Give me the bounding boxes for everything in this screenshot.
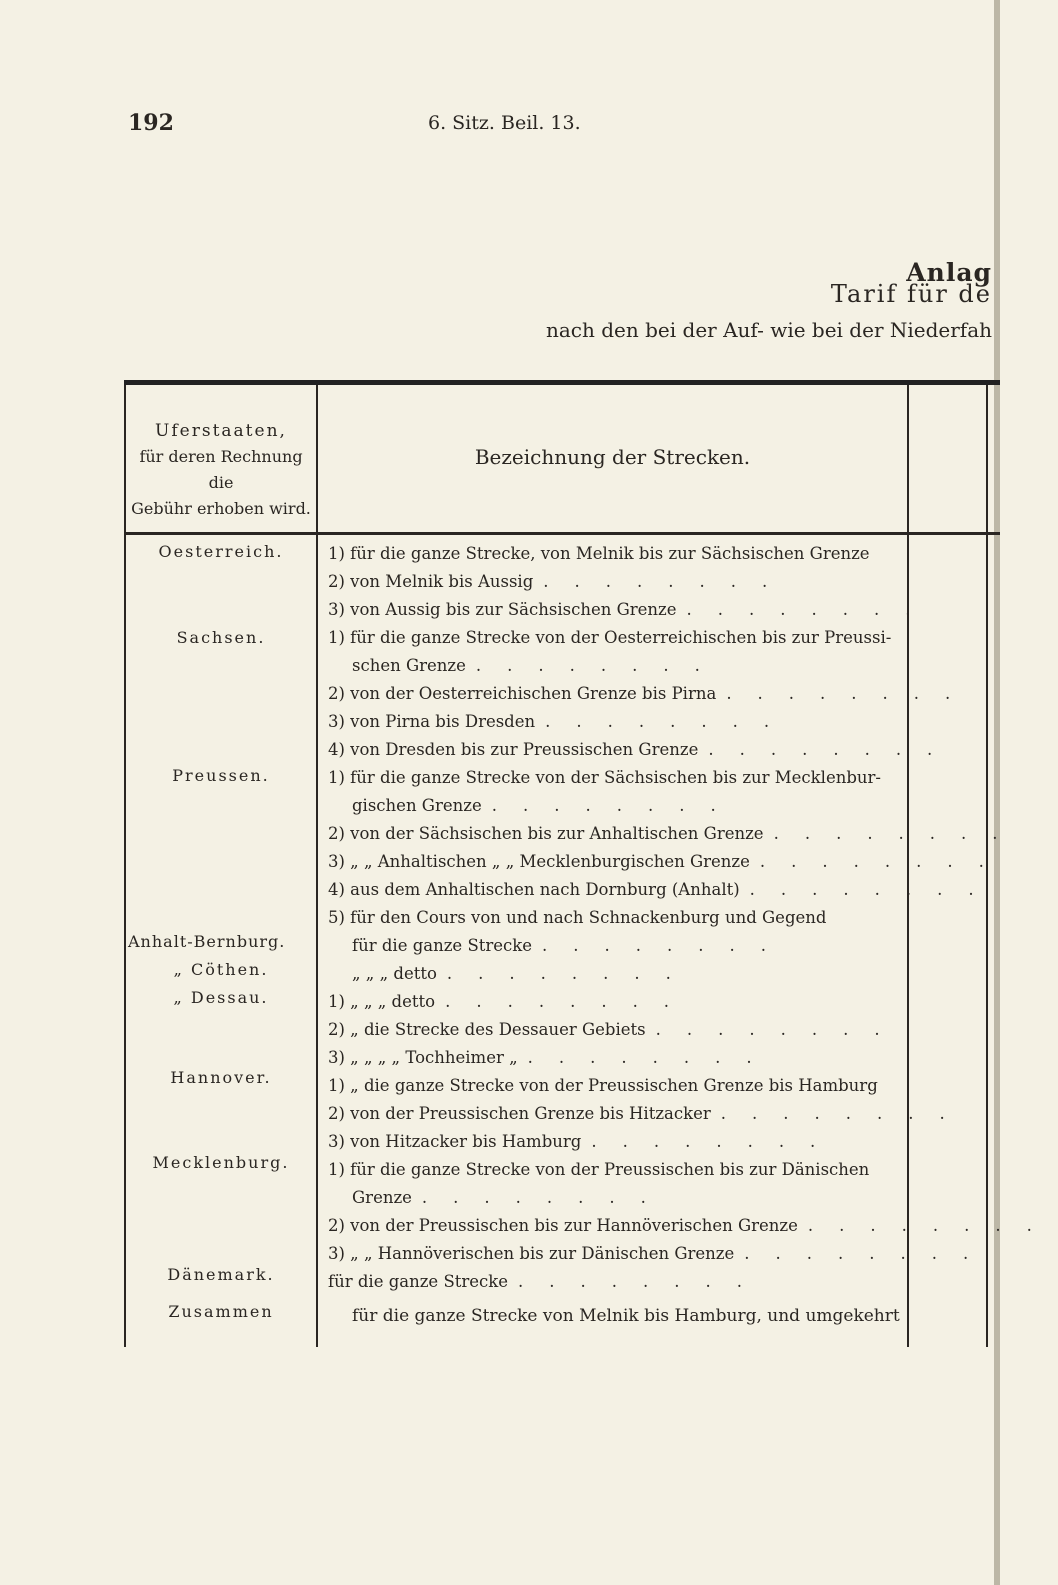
dot-leader: ........	[545, 712, 796, 731]
state-name: Anhalt-Bernburg.	[128, 932, 286, 951]
dot-leader: ........	[518, 1272, 769, 1291]
dot-leader: ........	[421, 1188, 672, 1207]
table-row	[328, 652, 903, 680]
table-row	[328, 1044, 903, 1072]
table-row	[328, 624, 903, 652]
dot-leader: ........	[543, 572, 794, 591]
table-row	[328, 540, 903, 568]
table-row	[328, 736, 959, 764]
dot-leader: ........	[446, 964, 697, 983]
row-text: „ „ „ detto	[352, 964, 437, 983]
row-text: 1) für die ganze Strecke, von Melnik bis zur Sächsischen Grenze	[328, 544, 870, 563]
row-text: 1) für die ganze Strecke von der Sächsischen bis zur Mecklenbur-	[328, 768, 881, 787]
table-row	[328, 708, 903, 736]
row-text: 3) „ „ Anhaltischen „ „ Mecklenburgischen Grenze	[328, 852, 750, 871]
dot-leader: ........	[749, 880, 1000, 899]
state-name: Hannover.	[170, 1068, 272, 1087]
dot-leader: ........	[744, 1244, 995, 1263]
header-rule	[124, 532, 1000, 535]
table-row	[328, 1072, 903, 1100]
tariff-subtitle: nach den bei der Auf- wie bei der Niederfah	[546, 318, 992, 342]
row-text: 1) „ „ „ detto	[328, 992, 436, 1011]
states-header-line: Uferstaaten,	[155, 421, 287, 441]
row-text: 3) „ „ Hannöverischen bis zur Dänischen Grenze	[328, 1244, 735, 1263]
dot-leader: ........	[773, 824, 1024, 843]
table-row	[328, 904, 903, 932]
row-text: 1) „ die ganze Strecke von der Preussischen Grenze bis Hamburg	[328, 1076, 878, 1095]
state-name: Zusammen	[168, 1302, 274, 1321]
table-row	[328, 1100, 971, 1128]
dot-leader: ........	[720, 1104, 971, 1123]
row-text: 2) von der Sächsischen bis zur Anhaltischen Grenze	[328, 824, 764, 843]
tariff-title: Tarif für de	[830, 280, 992, 308]
row-text: 4) aus dem Anhaltischen nach Dornburg (Anhalt)	[328, 880, 740, 899]
row-text: 1) für die ganze Strecke von der Preussischen bis zur Dänischen	[328, 1160, 870, 1179]
table-row	[328, 988, 903, 1016]
table-row	[328, 820, 1024, 848]
state-name: Preussen.	[172, 766, 270, 785]
table-row-total	[328, 1302, 903, 1330]
sections-column-header: Bezeichnung der Strecken.	[474, 445, 751, 469]
row-text: für die ganze Strecke	[328, 1272, 509, 1291]
row-text: 2) „ die Strecke des Dessauer Gebiets	[328, 1020, 646, 1039]
table-row	[328, 1268, 903, 1296]
dot-leader: ........	[475, 656, 726, 675]
row-text: 2) von der Preussischen bis zur Hannöverischen Grenze	[328, 1216, 798, 1235]
dot-leader: ........	[807, 1216, 1058, 1235]
dot-leader: ........	[726, 684, 977, 703]
state-name: Dänemark.	[167, 1265, 275, 1284]
states-header-line: für deren Rechnung die	[139, 447, 303, 492]
dot-leader: ........	[542, 936, 793, 955]
state-name: „ Cöthen.	[173, 960, 269, 979]
tariff-table	[124, 380, 1058, 1347]
row-text: 2) von der Preussischen Grenze bis Hitzacker	[328, 1104, 711, 1123]
table-row	[328, 876, 1000, 904]
row-text: für die ganze Strecke	[352, 936, 533, 955]
table-row	[328, 1016, 906, 1044]
page-number: 192	[128, 110, 174, 136]
table-row	[328, 1128, 903, 1156]
row-text: gischen Grenze	[352, 796, 482, 815]
row-text: 3) „ „ „ „ Tochheimer „	[328, 1048, 518, 1067]
dot-leader: ........	[655, 1020, 906, 1039]
state-name: Mecklenburg.	[152, 1153, 290, 1172]
state-name: Oesterreich.	[158, 542, 284, 561]
dot-leader: ........	[591, 1132, 842, 1151]
row-text: 5) für den Cours von und nach Schnackenburg und Gegend	[328, 908, 827, 927]
states-header-line: Gebühr erhoben wird.	[131, 499, 311, 518]
table-row	[328, 960, 903, 988]
table-row	[328, 596, 937, 624]
row-text: 1) für die ganze Strecke von der Oesterreichischen bis zur Preussi-	[328, 628, 892, 647]
row-text: 3) von Hitzacker bis Hamburg	[328, 1132, 582, 1151]
dot-leader: ........	[686, 600, 937, 619]
states-column-header	[126, 418, 316, 522]
table-row	[328, 1240, 995, 1268]
dot-leader: ........	[445, 992, 696, 1011]
row-text: 4) von Dresden bis zur Preussischen Grenze	[328, 740, 699, 759]
row-text: für die ganze Strecke von Melnik bis Hamburg, und umgekehrt	[352, 1306, 900, 1326]
table-row	[328, 568, 903, 596]
column-rule	[124, 385, 126, 1347]
table-row	[328, 792, 903, 820]
dot-leader: ........	[527, 1048, 778, 1067]
table-row	[328, 1156, 903, 1184]
table-row	[328, 1184, 903, 1212]
table-row	[328, 680, 977, 708]
row-text: schen Grenze	[352, 656, 466, 675]
appendix-label: Anlag	[906, 258, 992, 287]
dot-leader: ........	[491, 796, 742, 815]
state-name: Sachsen.	[176, 628, 266, 647]
running-title: 6. Sitz. Beil. 13.	[428, 112, 581, 134]
row-text: 3) von Aussig bis zur Sächsischen Grenze	[328, 600, 677, 619]
table-row	[328, 848, 1010, 876]
row-text: 2) von Melnik bis Aussig	[328, 572, 534, 591]
row-text: Grenze	[352, 1188, 412, 1207]
state-name: „ Dessau.	[173, 988, 269, 1007]
dot-leader: ........	[708, 740, 959, 759]
row-text: 3) von Pirna bis Dresden	[328, 712, 536, 731]
column-rule	[316, 385, 318, 1347]
row-text: 2) von der Oesterreichischen Grenze bis Pirna	[328, 684, 717, 703]
dot-leader: ........	[759, 852, 1010, 871]
table-row	[328, 764, 903, 792]
table-row	[328, 1212, 1058, 1240]
table-row	[328, 932, 903, 960]
